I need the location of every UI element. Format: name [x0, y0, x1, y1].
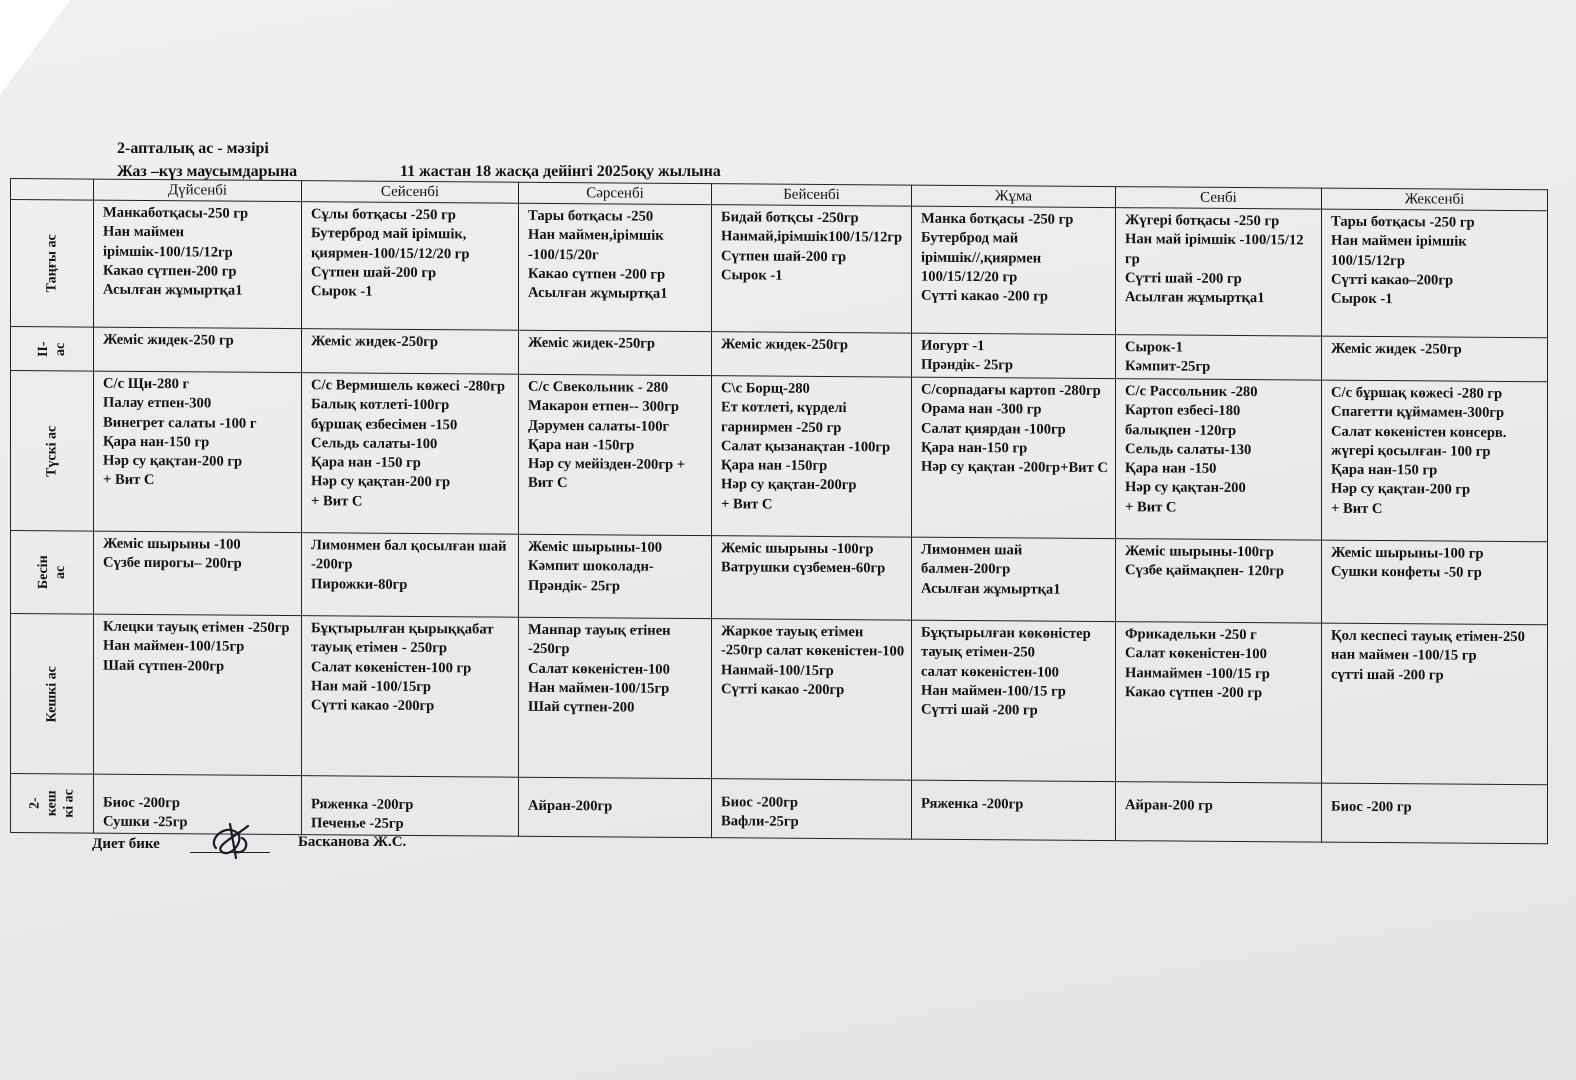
menu-cell: Айран-200 гр [1116, 782, 1322, 842]
menu-cell: С\с Борщ-280 Ет котлеті, күрделі гарнирмен -250 гр Салат қызанақтан -100гр Қара нан -150гр Нәр су қақтан-200гр + Вит С [712, 376, 912, 537]
menu-table [10, 178, 1548, 844]
menu-cell: С/сорпадағы картоп -280гр Орама нан -300 гр Салат қиярдан -100гр Қара нан-150 гр Нәр су қақтан -200гр+Вит С [912, 377, 1116, 538]
menu-cell: Манкаботқасы-250 гр Нан маймен ірімшік-100/15/12гр Какао сүтпен-200 гр Асылған жұмыртқа1 [94, 200, 302, 329]
meal-label: ІІ- ас [11, 327, 94, 372]
menu-cell: С/с Вермишель көжесі -280гр Балық котлеті-100гр бұршақ езбесімен -150 Сельдь салаты-100 Қара нан -150 гр Нәр су қақтан-200 гр + Вит С [302, 373, 519, 535]
day-tuesday: Сейсенбі [302, 181, 519, 204]
menu-cell: Бидай ботқсы -250гр Нанмай,ірімшік100/15/12гр Сүтпен шай-200 гр Сырок -1 [712, 205, 912, 333]
day-monday: Дүйсенбі [94, 179, 302, 202]
menu-cell: Жүгері ботқасы -250 гр Нан май ірімшік -100/15/12 гр Сүтті шай -200 гр Асылған жұмыртқа1 [1116, 208, 1322, 337]
day-saturday: Сенбі [1116, 187, 1322, 210]
menu-cell: Биос -200гр Вафли-25гр [712, 779, 912, 839]
age-year-line: 11 жастан 18 жасқа дейінгі 2025оқу жылына [400, 163, 721, 180]
menu-cell: Биос -200 гр [1322, 783, 1548, 843]
meal-label: 2- кеш кі ас [11, 774, 94, 833]
signature-role: Диет бике [92, 836, 160, 852]
day-thursday: Бейсенбі [712, 184, 912, 206]
menu-cell: Бұқтырылған қырыққабат тауық етімен - 250гр Салат көкеністен-100 гр Нан май -100/15гр Сүтті какао -200гр [302, 616, 519, 778]
menu-cell: С/с Рассольник -280 Картоп езбесі-180 балықпен -120гр Сельдь салаты-130 Қара нан -150 Нәр су қақтан-200 + Вит С [1116, 379, 1322, 541]
meal-label: Таңғы ас [11, 200, 94, 328]
meal-row-dinner [11, 614, 1548, 785]
menu-cell: Сырок-1 Кәмпит-25гр [1116, 335, 1322, 381]
menu-cell: Тары ботқасы -250 гр Нан маймен ірімшік 100/15/12гр Сүтті какао–200гр Сырок -1 [1322, 209, 1548, 338]
menu-cell: Манка ботқасы -250 гр Бутерброд май ірімшік//,қиярмен 100/15/12/20 гр Сүтті какао -200 гр [912, 206, 1116, 334]
menu-cell: Жеміс шырыны-100гр Сүзбе қаймақпен- 120гр [1116, 539, 1322, 624]
menu-cell: С/с бұршақ көжесі -280 гр Спагетти құймамен-300гр Салат көкеністен консерв. жүгері қосылған- 100 гр Қара нан-150 гр Нәр су қақтан-200 гр + Вит С [1322, 380, 1548, 542]
menu-cell: Жеміс жидек-250гр [302, 329, 519, 375]
menu-cell: С/с Щи-280 г Палау етпен-300 Винегрет салаты -100 г Қара нан-150 гр Нәр су қақтан-200 гр + Вит С [94, 371, 302, 533]
menu-cell: Клецки тауық етімен -250гр Нан маймен-100/15гр Шай сүтпен-200гр [94, 614, 302, 776]
menu-cell: Лимонмен шай балмен-200гр Асылған жұмыртқа1 [912, 537, 1116, 621]
day-wednesday: Сәрсенбі [519, 182, 712, 204]
day-friday: Жұма [912, 185, 1116, 207]
menu-cell: Қол кеспесі тауық етімен-250 нан маймен -100/15 гр сүтті шай -200 гр [1322, 623, 1548, 785]
meal-label: Кешкі ас [11, 614, 94, 775]
menu-cell: Тары ботқасы -250 Нан маймен,ірімшік -100/15/20г Какао сүтпен -200 гр Асылған жұмыртқа1 [519, 203, 712, 331]
menu-cell: Жеміс шырыны -100 Сүзбе пирогы– 200гр [94, 531, 302, 616]
meal-label: Түскі ас [11, 371, 94, 532]
signature-scribble-icon [206, 818, 266, 862]
menu-cell: Ряженка -200гр [912, 780, 1116, 840]
menu-cell: Фрикадельки -250 г Салат көкеністен-100 Нанмаймен -100/15 гр Какао сүтпен -200 гр [1116, 622, 1322, 784]
menu-cell: Жеміс шырыны-100 гр Сушки конфеты -50 гр [1322, 540, 1548, 625]
paper-corner [0, 0, 70, 95]
meal-label: Бесін ас [11, 531, 94, 615]
menu-cell: Бұқтырылған көкөністер тауық етімен-250 салат көкеністен-100 Нан маймен-100/15 гр Сүтті шай -200 гр [912, 620, 1116, 781]
meal-row-lunch [11, 371, 1548, 542]
menu-cell: Биос -200гр Сушки -25гр [94, 774, 302, 834]
menu-cell: Жеміс шырыны -100гр Ватрушки сүзбемен-60гр [712, 536, 912, 620]
menu-cell: Жаркое тауық етімен -250гр салат көкеністен-100 Нанмай-100/15гр Сүтті какао -200гр [712, 619, 912, 780]
menu-cell: Сұлы ботқасы -250 гр Бутерброд май ірімшік, қиярмен-100/15/12/20 гр Сүтпен шай-200 гр Сырок -1 [302, 202, 519, 331]
menu-title: 2-апталық ас - мәзірі [117, 140, 269, 157]
menu-cell: Ряженка -200гр Печенье -25гр [302, 776, 519, 836]
meal-row-breakfast [11, 200, 1548, 338]
menu-cell: Манпар тауық етінен -250гр Салат көкеністен-100 Нан маймен-100/15гр Шай сүтпен-200 [519, 617, 712, 778]
menu-cell: Жеміс жидек-250гр [712, 332, 912, 377]
menu-cell: Айран-200гр [519, 777, 712, 837]
menu-cell: Иогурт -1 Прәндік- 25гр [912, 333, 1116, 378]
menu-cell: Жеміс жидек-250 гр [94, 327, 302, 373]
meal-row-snack [11, 531, 1548, 625]
menu-cell: Жеміс жидек -250гр [1322, 336, 1548, 382]
menu-cell: Жеміс жидек-250гр [519, 330, 712, 375]
menu-cell: Жеміс шырыны-100 Кәмпит шоколадн- Прәндік- 25гр [519, 534, 712, 618]
day-sunday: Жексенбі [1322, 188, 1548, 211]
menu-cell: С/с Свекольник - 280 Макарон етпен-- 300гр Дәрумен салаты-100г Қара нан -150гр Нәр су мейізден-200гр + Вит С [519, 374, 712, 535]
menu-cell: Лимонмен бал қосылған шай -200гр Пирожки-80гр [302, 533, 519, 618]
season-line: Жаз –күз маусымдарына [117, 163, 298, 180]
dietitian-name: Басканова Ж.С. [298, 834, 407, 850]
corner-cell [11, 179, 94, 201]
